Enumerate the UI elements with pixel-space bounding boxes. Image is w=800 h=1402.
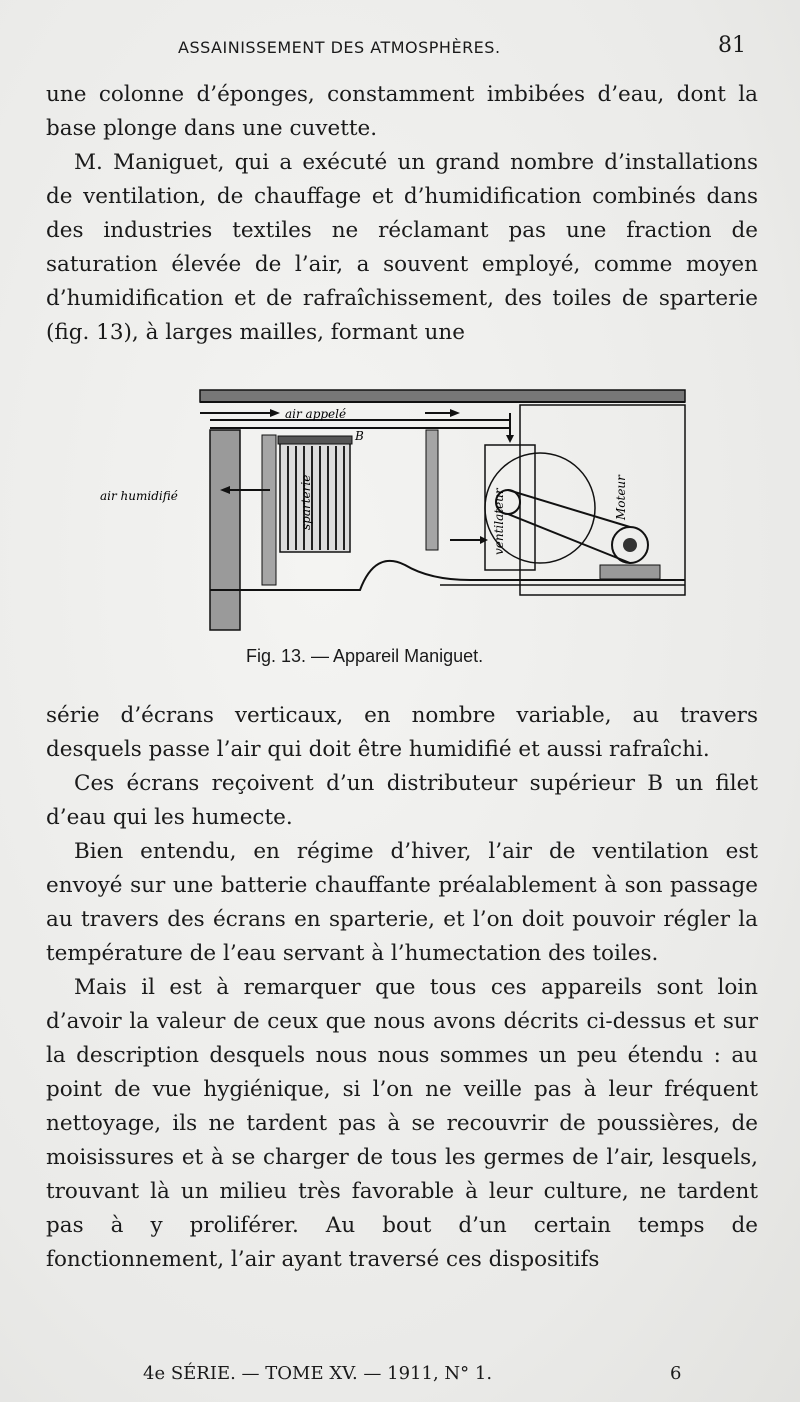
page-footer (0, 1363, 800, 1393)
body-text-top (46, 78, 758, 350)
label-ventilateur: ventilateur (492, 488, 506, 555)
label-sparterie: sparterie (299, 474, 313, 530)
paragraph: Mais il est à remarquer que tous ces appareils sont loin d’avoir la valeur de ceux que nous avons décrits ci-dessus et sur la description desquels nous nous sommes un peu étendu : au point de vue hygiénique, si l’on ne veille pas à leur fréquent nettoyage, ils ne tardent pas à se recouvrir de poussières, de moisissures et à se charger de tous les germes de l’air, lesquels, trouvant là un milieu très favorable à leur culture, ne tardent pas à y proliférer. Au bout d’un certain temps de fonctionnement, l’air ayant traversé ces dispositifs (46, 975, 758, 1272)
figure-appareil-maniguet (100, 380, 695, 640)
label-air-appele: air appelé (285, 407, 347, 421)
paragraph: Bien entendu, en régime d’hiver, l’air de ventilation est envoyé sur une batterie chauffante préalablement à son passage au travers des écrans en sparterie, et l’on doit pouvoir régler la température de l’eau servant à l’humectation des toiles. (46, 839, 758, 966)
label-moteur: Moteur (614, 475, 628, 520)
series-info: 4e SÉRIE. — TOME XV. — 1911, N° 1. (143, 1363, 493, 1384)
paragraph: M. Maniguet, qui a exécuté un grand nombre d’installations de ventilation, de chauffage et d’humidification combinés dans des industries textiles ne réclamant pas une fraction de saturation élevée de l’air, a souvent employé, comme moyen d’humidification et de rafraîchissement, des toiles de sparterie (fig. 13), à larges mailles, formant une (46, 150, 758, 345)
label-air-humidifie: air humidifié (100, 489, 178, 503)
apparatus-illustration (100, 380, 695, 640)
paragraph: une colonne d’éponges, constamment imbibées d’eau, dont la base plonge dans une cuvette. (46, 82, 758, 141)
sparterie-screens (278, 436, 352, 552)
label-b: B (355, 429, 364, 443)
page-number: 81 (718, 33, 746, 58)
running-title: ASSAINISSEMENT DES ATMOSPHÈRES. (178, 38, 501, 57)
sheet-number: 6 (670, 1363, 682, 1384)
figure-caption: Fig. 13. — Appareil Maniguet. (246, 646, 484, 666)
motor (508, 490, 660, 579)
body-text-bottom (46, 699, 758, 1277)
paragraph: série d’écrans verticaux, en nombre variable, au travers desquels passe l’air qui doit être humidifié et aussi rafraîchi. (46, 703, 758, 762)
paragraph: Ces écrans reçoivent d’un distributeur supérieur B un filet d’eau qui les humecte. (46, 771, 758, 830)
running-header (0, 30, 800, 70)
